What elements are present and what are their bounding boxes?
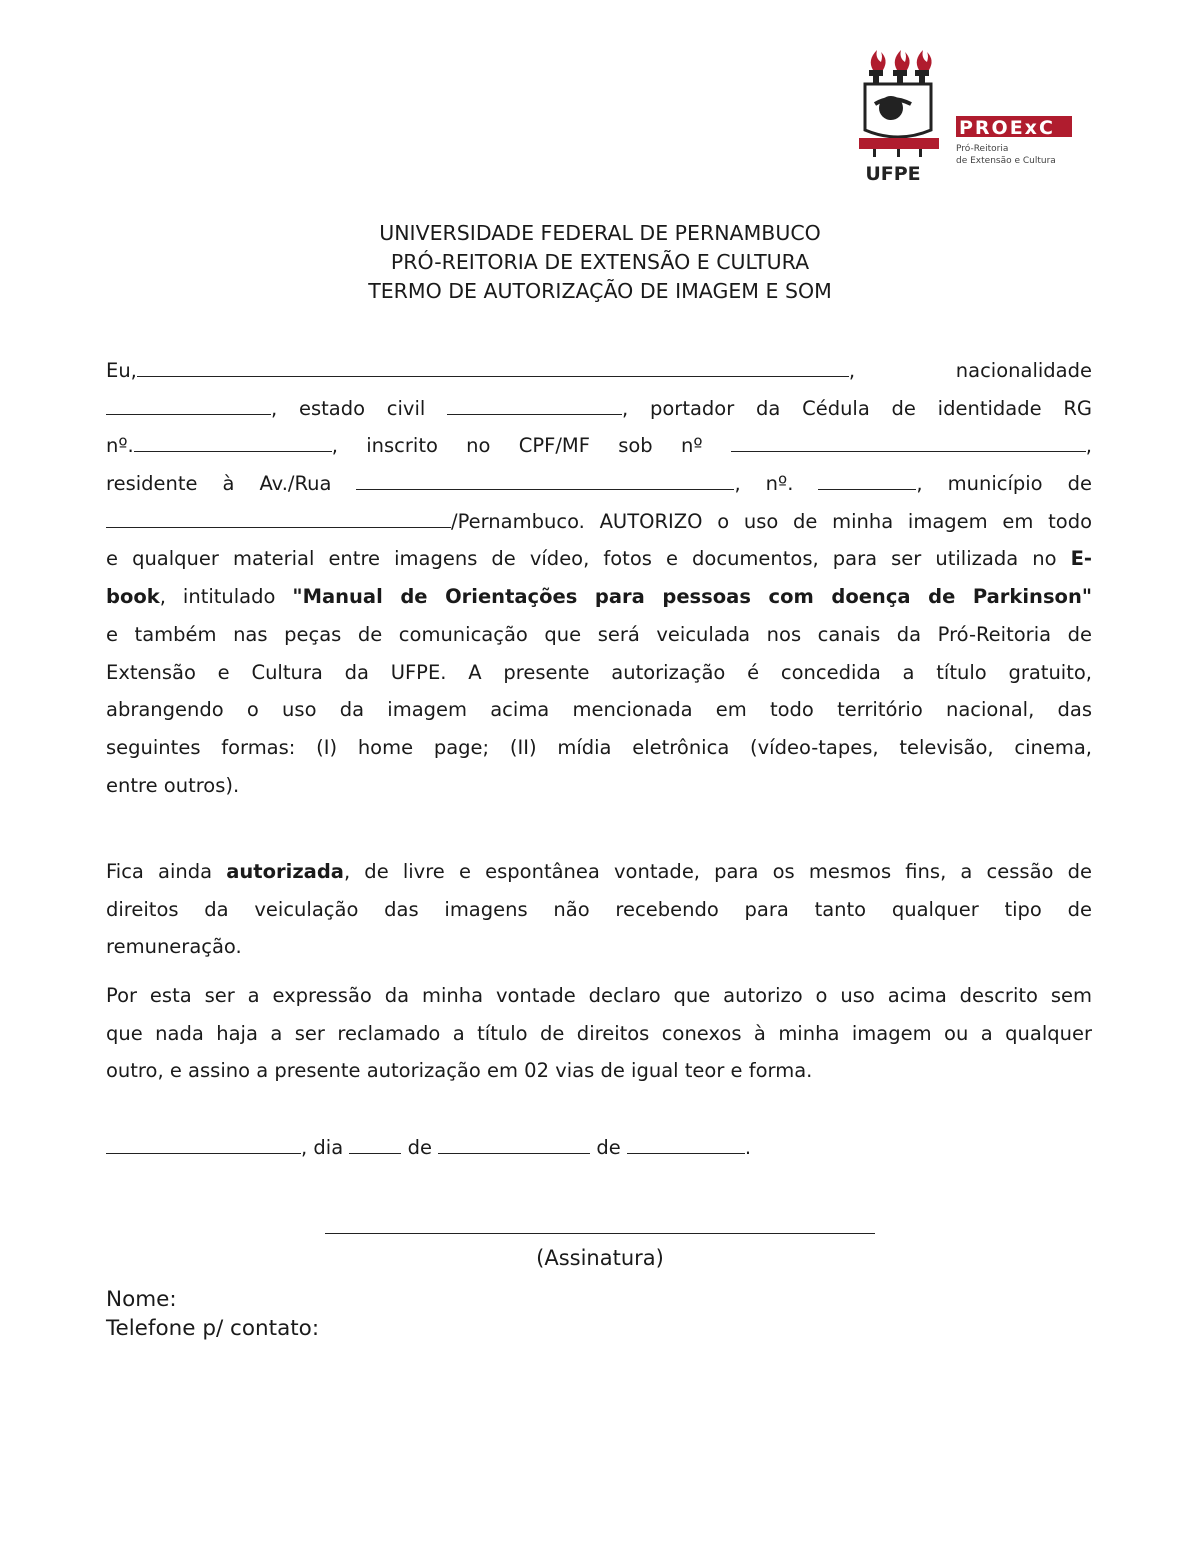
ebook-title: "Manual de Orientações para pessoas com doença de Parkinson" [292,585,1092,609]
proexc-logo-text: PROExC [959,117,1055,139]
svg-text:de Extensão e Cultura: de Extensão e Cultura [956,156,1056,166]
rights-paragraph: Fica ainda autorizada, de livre e espontânea vontade, para os mesmos fins, a cessão de direitos da veiculação das imagens não recebendo para tanto qualquer tipo de remuneração. [106,860,1092,959]
rg-blank[interactable] [134,450,332,452]
signature-label: (Assinatura) [536,1246,664,1270]
name-blank[interactable] [137,375,849,377]
street-blank[interactable] [356,488,734,490]
department-name: PRÓ-REITORIA DE EXTENSÃO E CULTURA [390,250,810,274]
city-blank[interactable] [106,1152,301,1154]
document-header [0,219,1200,306]
marital-status-blank[interactable] [447,413,622,415]
day-blank[interactable] [349,1152,401,1154]
municipality-blank[interactable] [106,526,451,528]
ufpe-crest-icon [855,48,1080,188]
cpf-blank[interactable] [731,450,1086,452]
nationality-blank[interactable] [106,413,271,415]
university-name: UNIVERSIDADE FEDERAL DE PERNAMBUCO [379,221,821,245]
signature-line[interactable] [325,1233,875,1234]
year-blank[interactable] [627,1152,745,1154]
svg-text:Pró-Reitoria: Pró-Reitoria [956,144,1009,154]
number-blank[interactable] [818,488,916,490]
document-title: TERMO DE AUTORIZAÇÃO DE IMAGEM E SOM [368,279,832,303]
logo-group [855,48,1080,192]
declaration-paragraph: Por esta ser a expressão da minha vontade declaro que autorizo o uso acima descrito sem que nada haja a ser reclamado a título de direitos conexos à minha imagem ou a qualquer outro, e assino a presente autorização em 02 vias de igual teor e forma. [106,984,1092,1083]
date-line: , dia de de . [106,1129,1092,1167]
phone-label: Telefone p/ contato: [106,1316,320,1341]
month-blank[interactable] [438,1152,590,1154]
ufpe-logo-text: UFPE [865,163,921,185]
name-label: Nome: [106,1287,177,1312]
authorization-paragraph: Eu, , nacionalidade , estado civil , portador da Cédula de identidade RG nº. , inscrito no CPF/MF sob nº , residente à Av./Rua , nº. , município de /Pernambuco. AUTORIZO o uso de minha imagem em todo e qualquer material entre imagens de vídeo, fotos e documentos, para ser utilizada no E- book, intitulado "Manual de Orientações para pessoas com doença de Parkinson" e também nas peças de comunicação que será veiculada nos canais da Pró-Reitoria de Extensão e Cultura da UFPE. A presente autorização é concedida a título gratuito, abrangendo o uso da imagem acima mencionada em todo território nacional, das seguintes formas: (I) home page; (II) mídia eletrônica (vídeo-tapes, televisão, cinema, entre outros). [106,359,1093,797]
